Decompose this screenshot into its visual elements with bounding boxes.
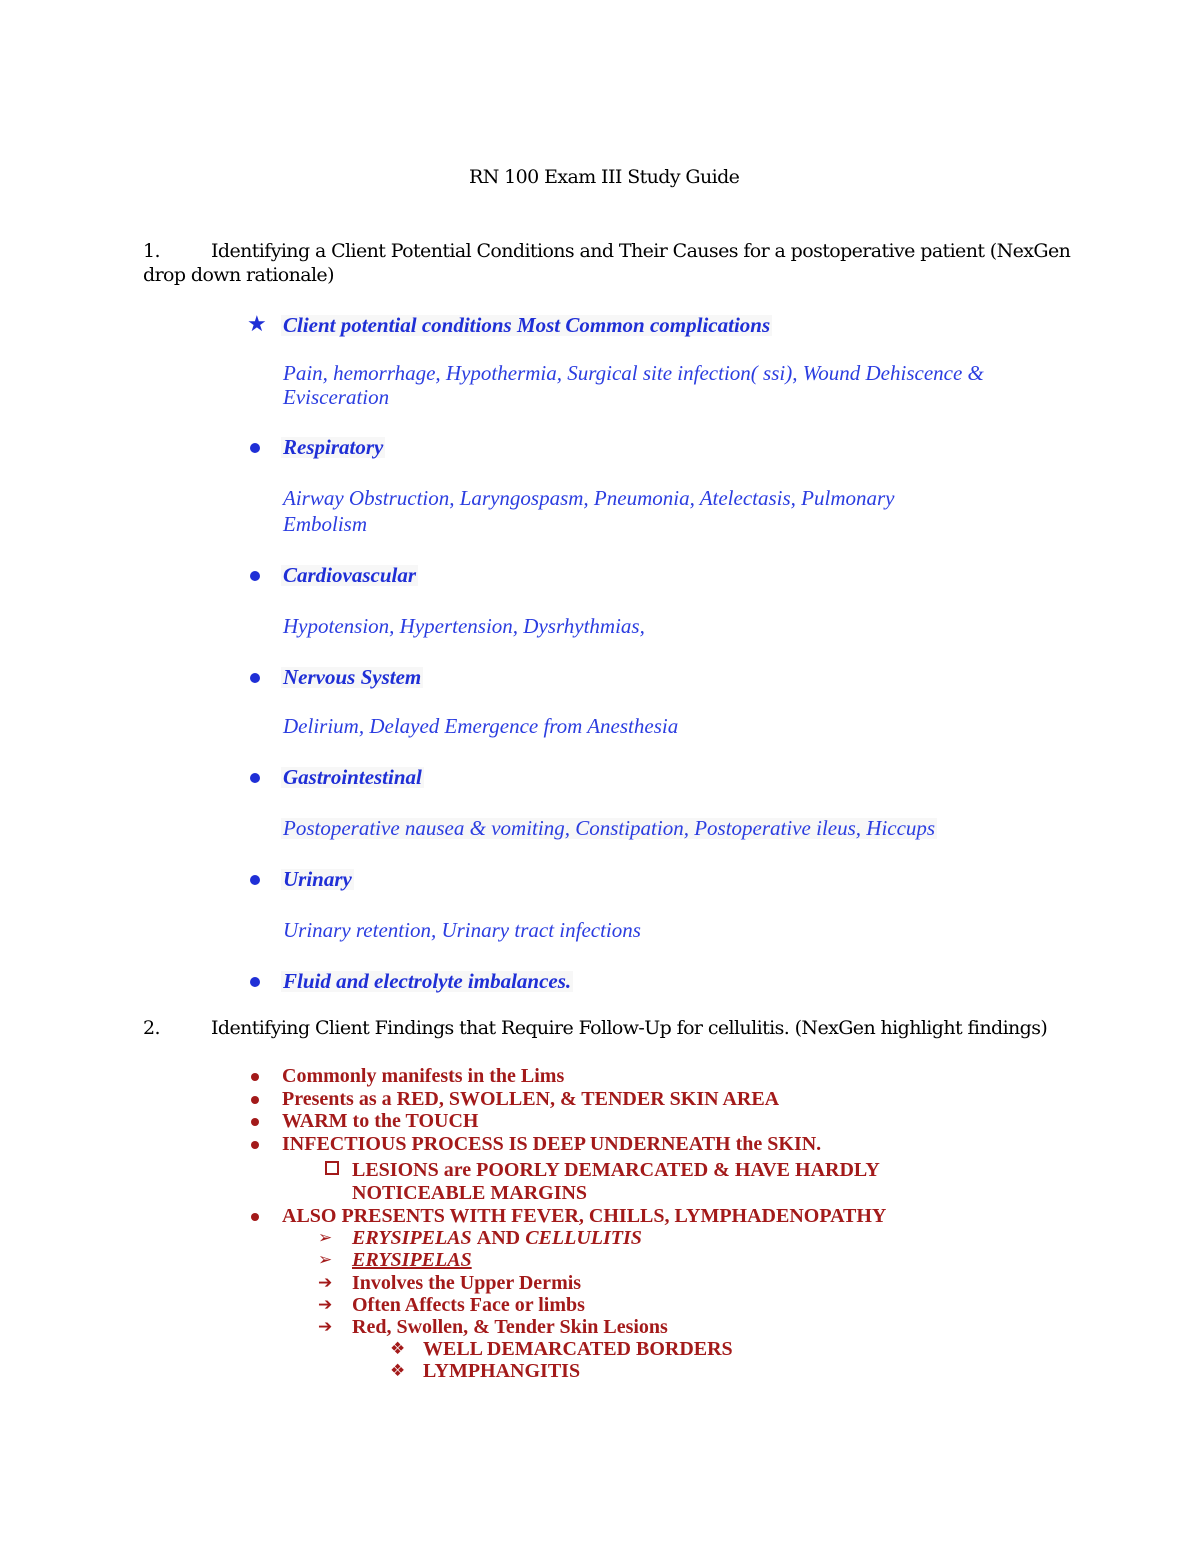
compare-b: CELLULITIS — [525, 1227, 642, 1249]
urinary-heading: Urinary — [283, 867, 352, 891]
arrowhead-icon: ➢ — [318, 1228, 333, 1248]
q1-number: 1. — [143, 240, 160, 262]
diamond-icon: ❖ — [390, 1361, 406, 1381]
intro-line2: Evisceration — [283, 385, 390, 409]
bullet-icon — [250, 443, 260, 453]
fluid-heading: Fluid and electrolyte imbalances. — [283, 969, 572, 993]
erysipelas-sub-2: LYMPHANGITIS — [423, 1360, 581, 1382]
page-title: RN 100 Exam III Study Guide — [469, 166, 740, 188]
bullet-icon — [250, 773, 260, 783]
finding-4-sub-line2: NOTICEABLE MARGINS — [352, 1182, 588, 1204]
urinary-line1: Urinary retention, Urinary tract infections — [283, 918, 641, 942]
respiratory-heading: Respiratory — [283, 435, 384, 459]
diamond-icon: ❖ — [390, 1339, 406, 1359]
finding-2: Presents as a RED, SWOLLEN, & TENDER SKIN AREA — [282, 1088, 780, 1110]
bullet-icon — [250, 875, 260, 885]
intro-heading: Client potential conditions Most Common complications — [283, 313, 771, 337]
erysipelas-point-2: Often Affects Face or limbs — [352, 1294, 585, 1316]
cardio-heading: Cardiovascular — [283, 563, 417, 587]
intro-line1: Pain, hemorrhage, Hypothermia, Surgical site infection( ssi), Wound Dehiscence & — [283, 361, 984, 385]
respiratory-line1: Airway Obstruction, Laryngospasm, Pneumonia, Atelectasis, Pulmonary — [283, 486, 895, 510]
bullet-icon — [251, 1073, 259, 1081]
nervous-heading: Nervous System — [283, 665, 422, 689]
erysipelas-sub-1: WELL DEMARCATED BORDERS — [423, 1338, 733, 1360]
finding-4-sub-line1: LESIONS are POORLY DEMARCATED & HAVE HARDLY — [352, 1159, 880, 1181]
q1-text-line1: Identifying a Client Potential Conditions and Their Causes for a postoperative patient (NexGen — [211, 240, 1071, 262]
finding-3: WARM to the TOUCH — [282, 1110, 479, 1132]
erysipelas-heading: ERYSIPELAS — [352, 1249, 472, 1271]
nervous-line1: Delirium, Delayed Emergence from Anesthesia — [283, 714, 679, 738]
q1-text-line2: drop down rationale) — [143, 264, 334, 286]
compare-line — [352, 1228, 642, 1248]
finding-4: INFECTIOUS PROCESS IS DEEP UNDERNEATH the SKIN. — [282, 1133, 822, 1155]
bullet-icon — [251, 1141, 259, 1149]
bullet-icon — [251, 1213, 259, 1221]
compare-and: AND — [476, 1227, 521, 1249]
finding-1: Commonly manifests in the Lims — [282, 1065, 565, 1087]
checkbox-icon — [325, 1161, 339, 1175]
erysipelas-point-1: Involves the Upper Dermis — [352, 1272, 582, 1294]
gi-line1: Postoperative nausea & vomiting, Constipation, Postoperative ileus, Hiccups — [283, 816, 936, 840]
bullet-icon — [250, 571, 260, 581]
gi-heading: Gastrointestinal — [283, 765, 422, 789]
bullet-icon — [251, 1118, 259, 1126]
erysipelas-point-3: Red, Swollen, & Tender Skin Lesions — [352, 1316, 668, 1338]
compare-a: ERYSIPELAS — [352, 1227, 472, 1249]
arrow-icon: ➔ — [318, 1273, 333, 1293]
q2-text: Identifying Client Findings that Require Follow-Up for cellulitis. (NexGen highlight findings) — [211, 1017, 1048, 1039]
q2-number: 2. — [143, 1017, 160, 1039]
star-icon: ★ — [247, 312, 267, 337]
respiratory-line2: Embolism — [283, 512, 367, 536]
bullet-icon — [250, 673, 260, 683]
finding-5: ALSO PRESENTS WITH FEVER, CHILLS, LYMPHADENOPATHY — [282, 1205, 887, 1227]
arrowhead-icon: ➢ — [318, 1250, 333, 1270]
bullet-icon — [251, 1096, 259, 1104]
arrow-icon: ➔ — [318, 1295, 333, 1315]
arrow-icon: ➔ — [318, 1317, 333, 1337]
bullet-icon — [250, 977, 260, 987]
cardio-line1: Hypotension, Hypertension, Dysrhythmias, — [283, 614, 645, 638]
